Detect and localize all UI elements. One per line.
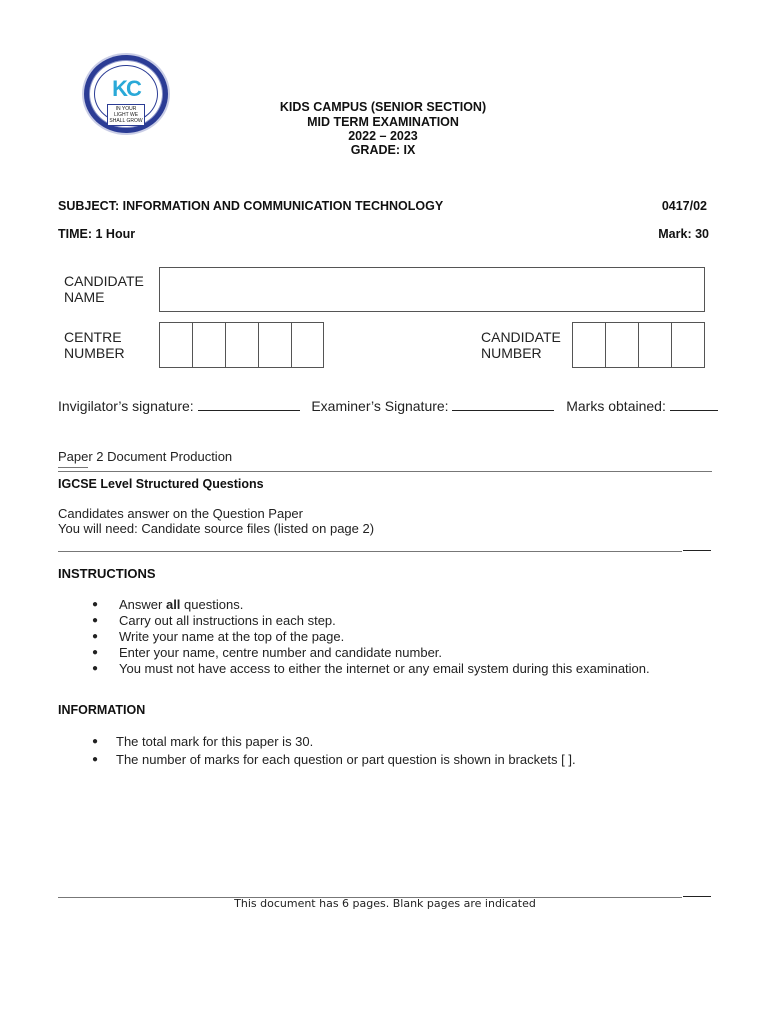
exam-title: MID TERM EXAMINATION [307, 115, 459, 129]
subject-label: SUBJECT: INFORMATION AND COMMUNICATION TECHNOLOGY [58, 199, 444, 213]
instructions-heading: INSTRUCTIONS [58, 566, 156, 581]
candidate-number-digit-4[interactable] [672, 323, 704, 367]
answer-on-paper: Candidates answer on the Question Paper [58, 506, 303, 521]
instruction-item: ● Write your name at the top of the page. [92, 629, 345, 644]
centre-number-digit-3[interactable] [226, 323, 259, 367]
exam-time: TIME: 1 Hour [58, 227, 136, 241]
exam-grade: GRADE: IX [350, 143, 416, 157]
logo-ring [89, 60, 163, 128]
candidate-name-label-line2: NAME [64, 289, 105, 305]
centre-number-label-line1: CENTRE [64, 329, 122, 345]
candidate-number-digit-2[interactable] [606, 323, 639, 367]
marks-obtained-label: Marks obtained: [566, 398, 666, 414]
candidate-number-label [481, 329, 561, 361]
candidate-number-label-line2: NUMBER [481, 345, 542, 361]
logo-initials: KC [112, 76, 140, 101]
centre-number-label-line2: NUMBER [64, 345, 125, 361]
paper-title: Paper 2 Document Production [58, 449, 233, 464]
paper-rule-short [58, 467, 88, 468]
centre-number-boxes [159, 322, 324, 368]
centre-number-digit-4[interactable] [259, 323, 292, 367]
paper-code: 0417/02 [661, 199, 707, 213]
candidate-name-label-line1: CANDIDATE [64, 273, 144, 289]
instruction-item: ● Answer all questions. [92, 597, 244, 612]
section-rule [58, 551, 682, 552]
candidate-number-digit-3[interactable] [639, 323, 672, 367]
footer-note: This document has 6 pages. Blank pages are indicated [234, 897, 536, 910]
total-mark: Mark: 30 [658, 227, 709, 241]
candidate-number-boxes [572, 322, 705, 368]
instruction-item: ● Enter your name, centre number and candidate number. [92, 645, 443, 660]
paper-rule [58, 471, 712, 472]
paper-level: IGCSE Level Structured Questions [58, 477, 264, 491]
invigilator-signature-label: Invigilator’s signature: [58, 398, 194, 414]
marks-obtained-blank[interactable] [670, 397, 718, 411]
information-item: ● The number of marks for each question or part question is shown in brackets [ ]. [92, 752, 576, 767]
logo-inner-ring [94, 65, 158, 123]
centre-number-digit-5[interactable] [292, 323, 323, 367]
candidate-number-label-line1: CANDIDATE [481, 329, 561, 345]
information-item: ● The total mark for this paper is 30. [92, 734, 314, 749]
candidate-number-digit-1[interactable] [573, 323, 606, 367]
instruction-item: ● Carry out all instructions in each step. [92, 613, 336, 628]
school-name: KIDS CAMPUS (SENIOR SECTION) [279, 100, 487, 114]
information-heading: INFORMATION [58, 703, 146, 717]
centre-number-label [64, 329, 125, 361]
instruction-item: ● You must not have access to either the internet or any email system during this examination. [92, 661, 650, 676]
section-rule-end [683, 550, 711, 551]
examiner-signature-label: Examiner’s Signature: [311, 398, 449, 414]
examiner-signature-blank[interactable] [452, 397, 554, 411]
you-will-need: You will need: Candidate source files (listed on page 2) [58, 521, 375, 536]
instructions-list [92, 597, 732, 677]
signature-line [58, 397, 718, 414]
information-list [92, 733, 732, 769]
logo-motto: IN YOUR LIGHT WE SHALL GROW [107, 104, 145, 126]
candidate-name-field[interactable] [159, 267, 705, 312]
centre-number-digit-2[interactable] [193, 323, 226, 367]
school-logo [84, 55, 168, 133]
centre-number-digit-1[interactable] [160, 323, 193, 367]
exam-year: 2022 – 2023 [348, 129, 418, 143]
candidate-name-label [64, 273, 144, 305]
invigilator-signature-blank[interactable] [198, 397, 300, 411]
